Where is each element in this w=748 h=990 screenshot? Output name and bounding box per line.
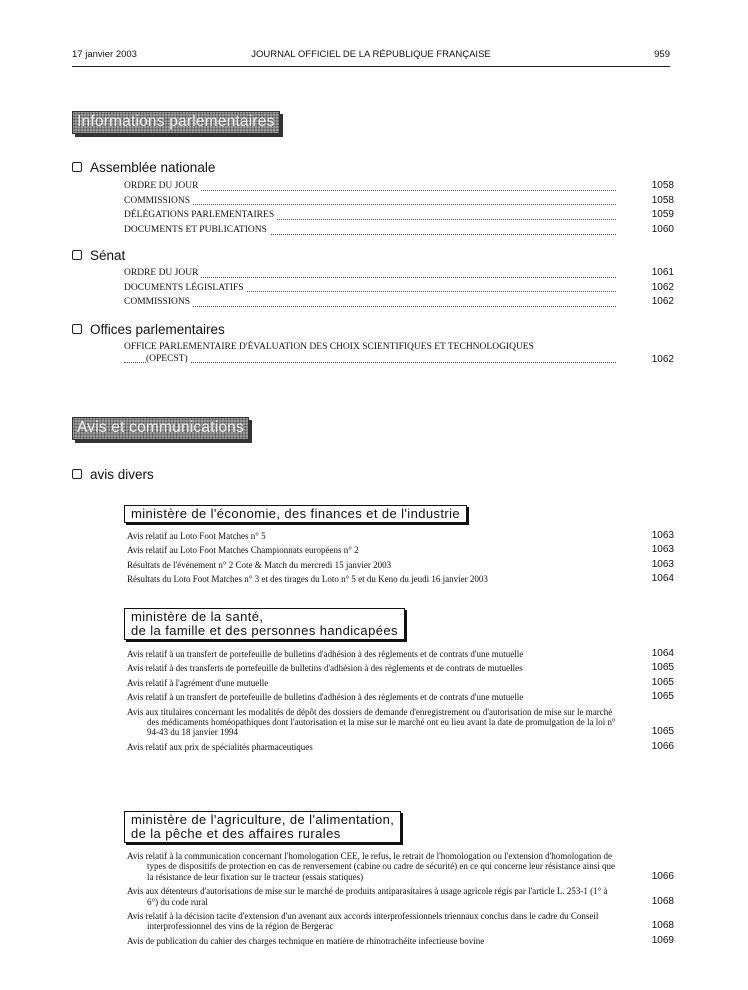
avis-item-page: 1064 (651, 648, 674, 659)
avis-item-page: 1063 (651, 530, 674, 541)
toc-assemblee-nationale (124, 179, 674, 238)
toc-item-page: 1060 (651, 224, 674, 236)
avis-item-page: 1069 (651, 934, 674, 946)
toc-item-page: 1058 (651, 194, 674, 206)
avis-item (127, 649, 674, 659)
avis-item-text: Résultats de l'événement n° 2 Cote & Match du mercredi 15 janvier 2003 (127, 559, 392, 570)
avis-item (127, 560, 674, 570)
avis-item-page: 1063 (651, 558, 674, 570)
toc-item-page: 1061 (651, 267, 674, 278)
toc-item-label: ORDRE DU JOUR (124, 266, 201, 281)
section-offices-parlementaires (72, 322, 225, 337)
toc-item-label: DÉLÉGATIONS PARLEMENTAIRES (124, 208, 277, 223)
avis-item (127, 545, 674, 555)
toc-item (124, 281, 674, 296)
avis-list-economie (127, 531, 674, 589)
ministry-heading-line: ministère de l'économie, des finances et de l'industrie (131, 506, 461, 521)
ministry-heading-agriculture (124, 811, 401, 843)
toc-item-label: COMMISSIONS (124, 194, 193, 209)
avis-item-text: Avis relatif à un transfert de portefeuille de bulletins d'adhésion à des règlements et de contrats d'une mutuelle (127, 649, 524, 659)
avis-item-text: Avis relatif à des transferts de portefeuille de bulletins d'adhésion à des règlements et de contrats de mutuelles (127, 663, 523, 674)
page-header (72, 49, 670, 65)
avis-item-text: Avis aux titulaires concernant les modalités de dépôt des dossiers de demande d'enregistrement ou d'autorisation de mise sur le marché des médicaments homéopathiques dont l'autorisation et la mise sur le marché ont eu lieu avant la date de promulgation de la loi n° 94-43 du 18 janvier 1994 (127, 706, 616, 738)
toc-item (124, 295, 674, 310)
toc-item-page: 1062 (651, 296, 674, 308)
dot-leader (124, 362, 616, 363)
toc-item (124, 223, 674, 238)
toc-item-label: DOCUMENTS ET PUBLICATIONS (124, 223, 270, 238)
avis-item (127, 911, 674, 932)
toc-item-page: 1062 (651, 281, 674, 293)
header-journal-title: JOURNAL OFFICIEL DE LA RÉPUBLIQUE FRANÇAISE (251, 49, 491, 60)
toc-item (124, 194, 674, 209)
banner-informations-parlementaires: Informations parlementaires (72, 111, 280, 134)
avis-item (127, 886, 674, 907)
avis-list-sante (127, 649, 674, 756)
dot-leader (124, 204, 616, 205)
checkbox-square-icon (72, 324, 82, 334)
toc-item (124, 179, 674, 194)
avis-item (127, 851, 674, 882)
avis-item-text: Résultats du Loto Foot Matches n° 3 et des tirages du Loto n° 5 et du Keno du jeudi 16 janvier 2003 (127, 574, 488, 585)
section-senat (72, 248, 125, 263)
avis-item-page: 1068 (651, 920, 674, 932)
avis-item (127, 692, 674, 702)
section-assemblee-nationale (72, 160, 215, 175)
toc-item-label-line2: (OPECST) (146, 353, 191, 366)
ministry-heading-line: de la pêche et des affaires rurales (131, 826, 341, 841)
dot-leader (124, 306, 616, 307)
avis-item (127, 678, 674, 688)
section-title: Assemblée nationale (90, 160, 216, 175)
toc-item-page: 1059 (651, 209, 674, 221)
toc-item (124, 208, 674, 223)
toc-senat (124, 266, 674, 310)
avis-item-text: Avis relatif au Loto Foot Matches n° 5 (127, 531, 266, 541)
section-title: avis divers (90, 467, 154, 482)
avis-item (127, 742, 674, 752)
avis-item-page: 1065 (651, 662, 674, 674)
avis-item-text: Avis relatif à un transfert de portefeuille de bulletins d'adhésion à des règlements et de contrats d'une mutuelle (127, 692, 524, 703)
toc-item-label: DOCUMENTS LÉGISLATIFS (124, 281, 247, 296)
toc-item-page: 1062 (651, 354, 674, 365)
toc-item (124, 341, 674, 366)
header-page-number: 959 (654, 49, 670, 60)
header-date: 17 janvier 2003 (72, 49, 137, 60)
avis-item (127, 663, 674, 673)
checkbox-square-icon (72, 162, 82, 172)
checkbox-square-icon (72, 250, 82, 260)
section-title: Sénat (90, 248, 126, 263)
avis-item-page: 1065 (651, 726, 674, 738)
avis-item-text: Avis relatif à la communication concernant l'homologation CEE, le refus, le retrait de l'homologation ou l'extension d'homologation de types de dispositifs de protection en cas de renversement (cabine ou cadre de sécurité) en ce qui concerne leur résistance ainsi que la résistance de leur fixation sur le tracteur (essais statiques) (127, 851, 616, 882)
avis-item-text: Avis relatif aux prix de spécialités pharmaceutiques (127, 741, 313, 752)
avis-item-text: Avis relatif à la décision tacite d'extension d'un avenant aux accords interprofessionnels triennaux conclus dans le cadre du Conseil interprofessionnel des vins de la région de Bergerac (127, 911, 599, 932)
toc-item-page: 1058 (651, 180, 674, 191)
avis-item-page: 1065 (651, 676, 674, 688)
avis-item (127, 574, 674, 584)
ministry-heading-economie (124, 505, 467, 523)
avis-item-page: 1064 (651, 573, 674, 585)
toc-item (124, 266, 674, 281)
avis-item-text: Avis relatif à l'agrément d'une mutuelle (127, 677, 269, 688)
avis-item-text: Avis relatif au Loto Foot Matches Championnats européens n° 2 (127, 545, 359, 556)
header-rule (72, 66, 670, 67)
banner-avis-et-communications: Avis et communications (72, 417, 249, 440)
avis-item-text: Avis aux détenteurs d'autorisations de mise sur le marché de produits antiparasitaires à usage agricole régis par l'article L. 253-1 (1° à 6°) du code rural (127, 886, 608, 907)
avis-item (127, 707, 674, 738)
section-avis-divers (72, 467, 154, 482)
avis-item-page: 1066 (651, 740, 674, 752)
ministry-heading-line: de la famille et des personnes handicapées (131, 623, 398, 638)
ministry-heading-sante (124, 608, 405, 640)
toc-item-label: ORDRE DU JOUR (124, 179, 201, 194)
section-title: Offices parlementaires (90, 322, 225, 337)
toc-item-label-line1: OFFICE PARLEMENTAIRE D'ÉVALUATION DES CHOIX SCIENTIFIQUES ET TECHNOLOGIQUES (124, 342, 534, 352)
toc-item-label: COMMISSIONS (124, 295, 193, 310)
ministry-heading-line: ministère de l'agriculture, de l'alimentation, (131, 812, 395, 827)
avis-item-page: 1063 (651, 544, 674, 556)
avis-item-page: 1065 (651, 691, 674, 703)
avis-item (127, 936, 674, 946)
toc-offices (124, 341, 674, 366)
toc-item-line2 (124, 353, 674, 366)
avis-item-page: 1068 (651, 895, 674, 907)
avis-list-agriculture (127, 851, 674, 950)
ministry-heading-line: ministère de la santé, (131, 609, 264, 624)
checkbox-square-icon (72, 469, 82, 479)
avis-item (127, 531, 674, 541)
avis-item-text: Avis de publication du cahier des charges technique en matière de rhinotrachéite infectieuse bovine (127, 935, 485, 946)
avis-item-page: 1066 (651, 870, 674, 882)
